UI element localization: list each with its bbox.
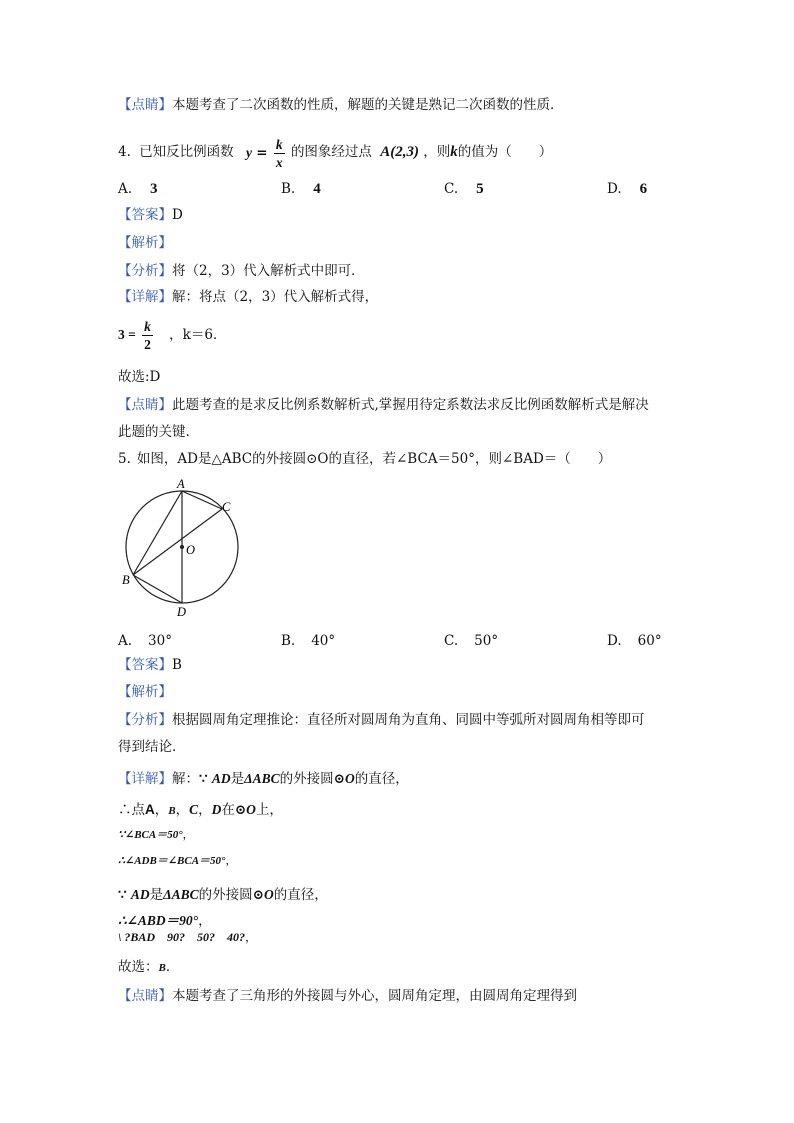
label-d: D (177, 605, 187, 619)
label-b: B (122, 573, 130, 587)
q5-fenxi-line2: 得到结论． (118, 739, 186, 755)
prev-dianjing (118, 96, 564, 114)
var-k: k (450, 144, 458, 160)
func-fraction (274, 136, 285, 171)
q4-option-d: D. 6 (607, 181, 648, 197)
q5-dianjing: 【点睛】本题考查了三角形的外接圆与外心，圆周角定理，由圆周角定理得到 (118, 988, 577, 1004)
q5-option-d: D. 60° (607, 633, 662, 649)
q5-option-c: C. 50° (444, 633, 499, 649)
q5-choose: 故选：B． (118, 959, 180, 975)
q5-step1: 【详解】解：∵ AD是ΔABC的外接圆⊙O的直径， (118, 771, 409, 787)
q4-analysis-tag: 【解析】 (118, 235, 172, 251)
dianjing-tag: 【点睛】 (118, 97, 172, 113)
segment-ac (182, 491, 222, 509)
segment-bc (133, 509, 222, 575)
q4-dianjing-line2: 此题的关键. (118, 424, 190, 440)
eq-num: k (144, 319, 151, 334)
q5-step5: ∵ AD是ΔABC的外接圆⊙O的直径， (118, 887, 328, 903)
dianjing-text: 本题考查了二次函数的性质，解题的关键是熟记二次函数的性质． (172, 97, 564, 113)
q5-fenxi: 【分析】根据圆周角定理推论：直径所对圆周角为直角、同圆中等弧所对圆周角相等即可 (118, 712, 645, 728)
stem-middle: 的图象经过点 (290, 144, 372, 160)
circle-figure (118, 476, 248, 621)
eq-fraction (142, 318, 153, 353)
label-c: C (222, 500, 231, 514)
q5-step4: ∴∠ADB＝∠BCA＝50°， (118, 854, 237, 867)
eq-den: 2 (144, 337, 151, 352)
eq-rest: ，k＝6． (169, 327, 227, 343)
q4-option-b: B. 4 (281, 181, 321, 197)
question-4-stem (118, 134, 552, 171)
q4-option-a: A. 3 (118, 181, 158, 197)
eq-lhs: 3 = (118, 327, 136, 342)
segment-ab (133, 491, 182, 575)
point-a: A(2,3) (380, 144, 419, 160)
segment-bd (133, 575, 182, 603)
func-eq: = (256, 144, 268, 161)
function-formula (246, 135, 287, 171)
q4-dianjing: 【点睛】此题考查的是求反比例系数解析式,掌握用待定系数法求反比例函数解析式是解决 (118, 397, 649, 413)
q4-choose: 故选:D (118, 369, 161, 385)
label-o: O (186, 543, 196, 557)
question-5-stem: 5. 如图，AD是△ABC的外接圆⊙O的直径，若∠BCA＝50°，则∠BAD＝（ ） (118, 451, 612, 467)
func-y: y (245, 144, 252, 160)
question-number: 4. (118, 144, 131, 160)
q5-analysis-tag: 【解析】 (118, 684, 172, 700)
q4-fenxi: 【分析】将（2，3）代入解析式中即可． (118, 263, 365, 279)
func-num: k (275, 136, 283, 152)
stem-prefix: 已知反比例函数 (139, 144, 234, 160)
stem-suffix: 的值为（ ） (457, 144, 553, 160)
q5-step2: ∴点A，B，C，D在⊙O上， (118, 802, 283, 818)
q5-option-b: B. 40° (281, 633, 336, 649)
q4-option-c: C. 5 (444, 181, 484, 197)
q5-step3: ∵∠BCA＝50°， (118, 828, 194, 841)
func-den: x (275, 154, 283, 170)
q4-equation (118, 317, 226, 353)
q4-xiangjie: 【详解】解：将点（2，3）代入解析式得， (118, 289, 379, 305)
center-o (180, 545, 184, 549)
q4-answer: 【答案】D (118, 207, 183, 223)
q5-option-a: A. 30° (118, 633, 172, 649)
stem-after-point: ，则 (423, 144, 451, 160)
label-a: A (177, 477, 185, 491)
q5-answer: 【答案】B (118, 657, 182, 673)
q5-step7: \ ?BAD 90? 50? 40?， (118, 930, 258, 944)
q5-step6: ∴∠ABD＝90°， (118, 913, 212, 929)
